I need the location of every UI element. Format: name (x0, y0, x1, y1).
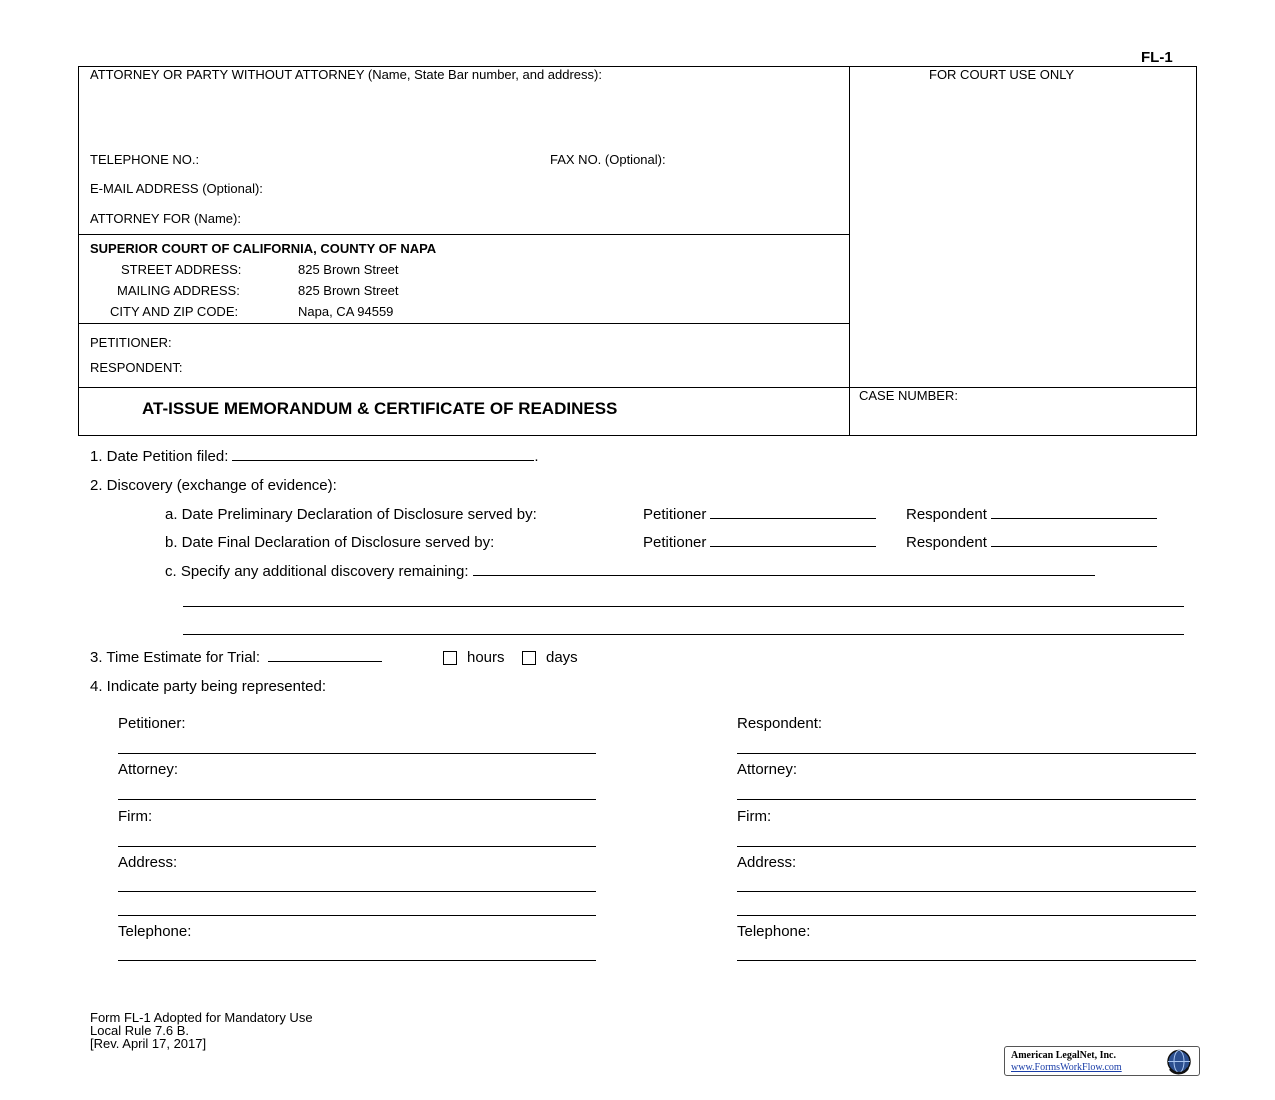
globe-icon (1161, 1048, 1197, 1075)
badge-name: American LegalNet, Inc. (1011, 1050, 1116, 1061)
item3 (90, 649, 382, 666)
right-address-line-1[interactable] (737, 891, 1196, 892)
left-address-line-2[interactable] (118, 915, 596, 916)
item2-label: 2. Discovery (exchange of evidence): (90, 477, 337, 494)
respondent-text: Respondent (906, 506, 987, 523)
divider (78, 387, 1197, 388)
fax-label: FAX NO. (Optional): (550, 152, 666, 167)
right-firm-label: Firm: (737, 808, 772, 825)
right-address-label: Address: (737, 854, 797, 871)
date-petition-filed-field[interactable] (232, 448, 534, 461)
badge-url[interactable]: www.FormsWorkFlow.com (1011, 1062, 1122, 1073)
form-code: FL-1 (1141, 49, 1173, 66)
right-attorney-label: Attorney: (737, 761, 798, 778)
left-attorney-line[interactable] (118, 799, 596, 800)
days-label: days (546, 649, 578, 666)
respondent-label: RESPONDENT: (90, 360, 183, 375)
item2c-label: c. Specify any additional discovery remaining: (165, 563, 469, 580)
item1-label: 1. Date Petition filed: (90, 448, 229, 465)
left-petitioner-label: Petitioner: (118, 715, 186, 732)
item1 (90, 448, 539, 465)
right-telephone-label: Telephone: (737, 923, 811, 940)
telephone-label: TELEPHONE NO.: (90, 152, 200, 167)
prelim-petitioner-field[interactable] (710, 506, 876, 519)
days-checkbox[interactable] (522, 651, 536, 665)
left-firm-line[interactable] (118, 846, 596, 847)
prelim-respondent-field[interactable] (991, 506, 1157, 519)
footer-line-3: [Rev. April 17, 2017] (90, 1036, 207, 1051)
item3-label: 3. Time Estimate for Trial: (90, 649, 261, 666)
email-label: E-MAIL ADDRESS (Optional): (90, 181, 263, 196)
item2a-respondent (906, 506, 1157, 523)
hours-checkbox[interactable] (443, 651, 457, 665)
right-firm-line[interactable] (737, 846, 1196, 847)
street-value: 825 Brown Street (298, 262, 399, 277)
court-use-label: FOR COURT USE ONLY (929, 67, 1075, 82)
item2a-label: a. Date Preliminary Declaration of Disclosure served by: (165, 506, 537, 523)
item2b-respondent (906, 534, 1157, 551)
right-address-line-2[interactable] (737, 915, 1196, 916)
right-attorney-line[interactable] (737, 799, 1196, 800)
petitioner-text: Petitioner (643, 534, 707, 551)
additional-discovery-line-3[interactable] (183, 634, 1184, 635)
city-label: CITY AND ZIP CODE: (110, 304, 239, 319)
final-respondent-field[interactable] (991, 534, 1157, 547)
left-attorney-label: Attorney: (118, 761, 179, 778)
time-estimate-field[interactable] (268, 649, 382, 662)
additional-discovery-line-2[interactable] (183, 606, 1184, 607)
item2a-petitioner (643, 506, 876, 523)
attorney-label: ATTORNEY OR PARTY WITHOUT ATTORNEY (Name, State Bar number, and address): (90, 67, 602, 82)
legalnet-badge[interactable] (1004, 1046, 1200, 1076)
caption-divider (849, 66, 850, 436)
left-address-label: Address: (118, 854, 178, 871)
item2b-label: b. Date Final Declaration of Disclosure served by: (165, 534, 495, 551)
hours-label: hours (467, 649, 505, 666)
mailing-value: 825 Brown Street (298, 283, 399, 298)
left-telephone-line[interactable] (118, 960, 596, 961)
left-petitioner-line[interactable] (118, 753, 596, 754)
respondent-text: Respondent (906, 534, 987, 551)
divider (78, 323, 850, 324)
additional-discovery-field[interactable] (473, 563, 1095, 576)
mailing-label: MAILING ADDRESS: (117, 283, 240, 298)
right-respondent-label: Respondent: (737, 715, 823, 732)
final-petitioner-field[interactable] (710, 534, 876, 547)
court-name: SUPERIOR COURT OF CALIFORNIA, COUNTY OF NAPA (90, 241, 437, 256)
left-address-line-1[interactable] (118, 891, 596, 892)
item4-label: 4. Indicate party being represented: (90, 678, 326, 695)
divider (78, 234, 850, 235)
petitioner-text: Petitioner (643, 506, 707, 523)
footer-line-1: Form FL-1 Adopted for Mandatory Use (90, 1010, 313, 1025)
petitioner-label: PETITIONER: (90, 335, 172, 350)
footer-line-2: Local Rule 7.6 B. (90, 1023, 190, 1038)
right-telephone-line[interactable] (737, 960, 1196, 961)
form-title: AT-ISSUE MEMORANDUM & CERTIFICATE OF READINESS (142, 399, 618, 418)
item1-period: . (534, 448, 539, 465)
right-respondent-line[interactable] (737, 753, 1196, 754)
city-value: Napa, CA 94559 (298, 304, 394, 319)
case-number-label: CASE NUMBER: (859, 388, 958, 403)
left-firm-label: Firm: (118, 808, 153, 825)
attorney-for-label: ATTORNEY FOR (Name): (90, 211, 241, 226)
street-label: STREET ADDRESS: (121, 262, 242, 277)
item2b-petitioner (643, 534, 876, 551)
item2c (165, 563, 1095, 580)
left-telephone-label: Telephone: (118, 923, 192, 940)
